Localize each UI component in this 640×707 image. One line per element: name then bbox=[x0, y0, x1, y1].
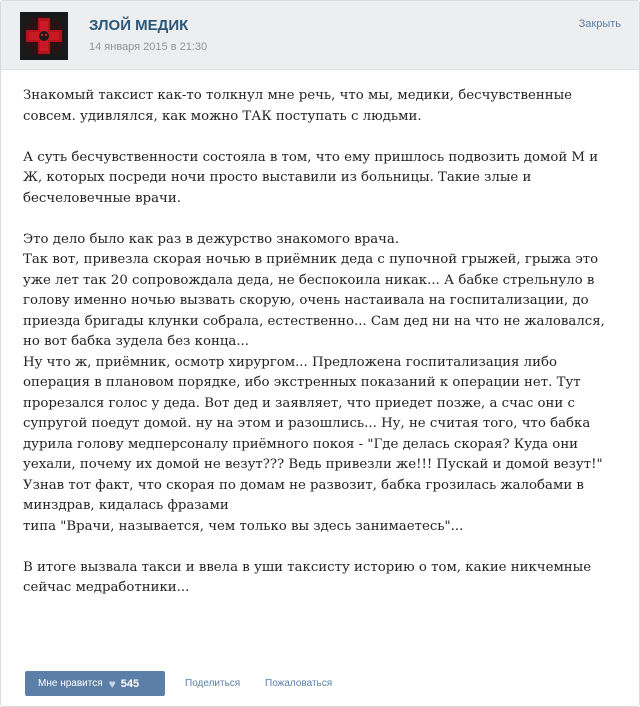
post-line: Так вот, привезла скорая ночью в приёмник деда с пупочной грыжей, грыжа это bbox=[23, 252, 599, 267]
like-count: 545 bbox=[120, 677, 140, 690]
post-date[interactable]: 14 января 2015 в 21:30 bbox=[89, 41, 208, 53]
share-link[interactable]: Поделиться bbox=[185, 678, 241, 689]
post-line: Узнав тот факт, что скорая по домам не развозит, бабка грозилась жалобами в bbox=[23, 477, 584, 493]
like-label: Мне нравится bbox=[38, 678, 103, 689]
post-line: бесчеловечные врачи. bbox=[23, 190, 181, 206]
post-line: Ж, которых посреди ночи просто выставили из больницы. Такие злые и bbox=[23, 170, 532, 185]
post-line: Ну что ж, приёмник, осмотр хирургом... Предложена госпитализация либо bbox=[23, 354, 557, 370]
post-line: минздрав, кидалась фразами bbox=[23, 498, 229, 513]
post-line: совсем. удивлялся, как можно ТАК поступать с людьми. bbox=[23, 108, 422, 124]
paragraph-gap bbox=[23, 209, 623, 230]
post-line: уехали, почему их домой не везут??? Ведь привезли же!!! Пускай и домой везут!" bbox=[23, 457, 603, 472]
post-header bbox=[1, 1, 639, 70]
report-link[interactable]: Пожаловаться bbox=[265, 678, 333, 689]
post-line: приезда бригады клунки собрала, естественно... Сам дед ни на что не жаловался, bbox=[23, 313, 605, 329]
post-line: дурила голову медперсоналу приёмного покоя - "Где делась скорая? Куда они bbox=[23, 436, 579, 452]
post-line: Это дело было как раз в дежурство знакомого врача. bbox=[23, 231, 400, 247]
post-line: прорезался голос у деда. Вот дед и заявляет, что приедет позже, а счас они с bbox=[23, 395, 575, 411]
post-line: Знакомый таксист как-то толкнул мне речь, что мы, медики, бесчувственные bbox=[23, 88, 573, 103]
paragraph-gap bbox=[23, 127, 623, 148]
post-actions bbox=[1, 669, 639, 701]
like-button[interactable] bbox=[25, 671, 165, 696]
post-text bbox=[23, 86, 623, 599]
post-line: сейчас медработники... bbox=[23, 580, 190, 595]
post-line: операция в плановом порядке, ибо экстренных показаний к операции нет. Тут bbox=[23, 375, 581, 390]
author-name[interactable]: ЗЛОЙ МЕДИК bbox=[89, 17, 189, 34]
post-line: уже лет так 20 сопровождала деда, не беспокоила никак... А бабке стрельнуло в bbox=[23, 272, 595, 288]
post-line: но вот бабка зудела без конца... bbox=[23, 334, 249, 349]
avatar[interactable] bbox=[20, 12, 68, 60]
post-line: голову именно ночью вызвать скорую, очень настаивала на госпитализации, до bbox=[23, 293, 589, 308]
close-button[interactable]: Закрыть bbox=[578, 18, 621, 30]
post-line: типа "Врачи, называется, чем только вы здесь занимаетесь"... bbox=[23, 518, 464, 534]
paragraph-gap bbox=[23, 537, 623, 558]
post-line: А суть бесчувственности состояла в том, что ему пришлось подвозить домой М и bbox=[23, 149, 599, 165]
post-line: В итоге вызвала такси и ввела в уши таксисту историю о том, какие никчемные bbox=[23, 559, 592, 575]
heart-icon: ♥ bbox=[108, 676, 116, 691]
post-line: супругой поедут домой. ну на этом и разошлись... Ну, не считая того, что бабка bbox=[23, 416, 591, 431]
red-cross-avatar-icon bbox=[20, 12, 68, 60]
